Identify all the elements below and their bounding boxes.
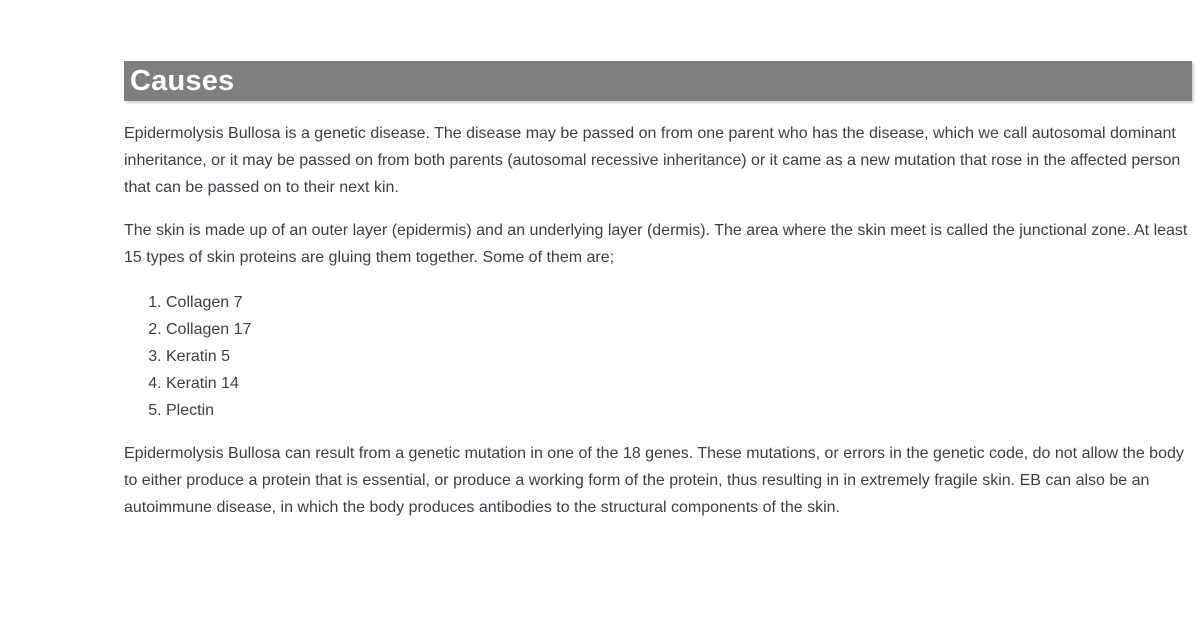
list-item-collagen-17: 2. Collagen 17 <box>166 316 1192 343</box>
list-item-collagen-7: 1. Collagen 7 <box>166 289 1192 316</box>
list-item-plectin: 5. Plectin <box>166 397 1192 424</box>
article-body <box>124 120 1192 521</box>
section-title: Causes <box>130 65 235 97</box>
document-section <box>124 61 1192 537</box>
list-item-keratin-5: 3. Keratin 5 <box>166 343 1192 370</box>
paragraph-skin-layers: The skin is made up of an outer layer (epidermis) and an underlying layer (dermis). The area where the skin meet is called the junctional zone. At least 15 types of skin proteins are gluing them together. Some of them are; <box>124 222 1188 266</box>
paragraph-inheritance: Epidermolysis Bullosa is a genetic disease. The disease may be passed on from one parent who has the disease, which we call autosomal dominant inheritance, or it may be passed on from both parents (autosomal recessive inheritance) or it came as a new mutation that rose in the affected person that can be passed on to their next kin. <box>124 125 1181 196</box>
paragraph-mutation: Epidermolysis Bullosa can result from a genetic mutation in one of the 18 genes. These mutations, or errors in the genetic code, do not allow the body to either produce a protein that is essential, or produce a working form of the protein, thus resulting in in extremely fragile skin. EB can also be an autoimmune disease, in which the body produces antibodies to the structural components of the skin. <box>124 445 1184 516</box>
section-header-bar <box>124 61 1192 101</box>
protein-list <box>124 289 1192 424</box>
list-item-keratin-14: 4. Keratin 14 <box>166 370 1192 397</box>
